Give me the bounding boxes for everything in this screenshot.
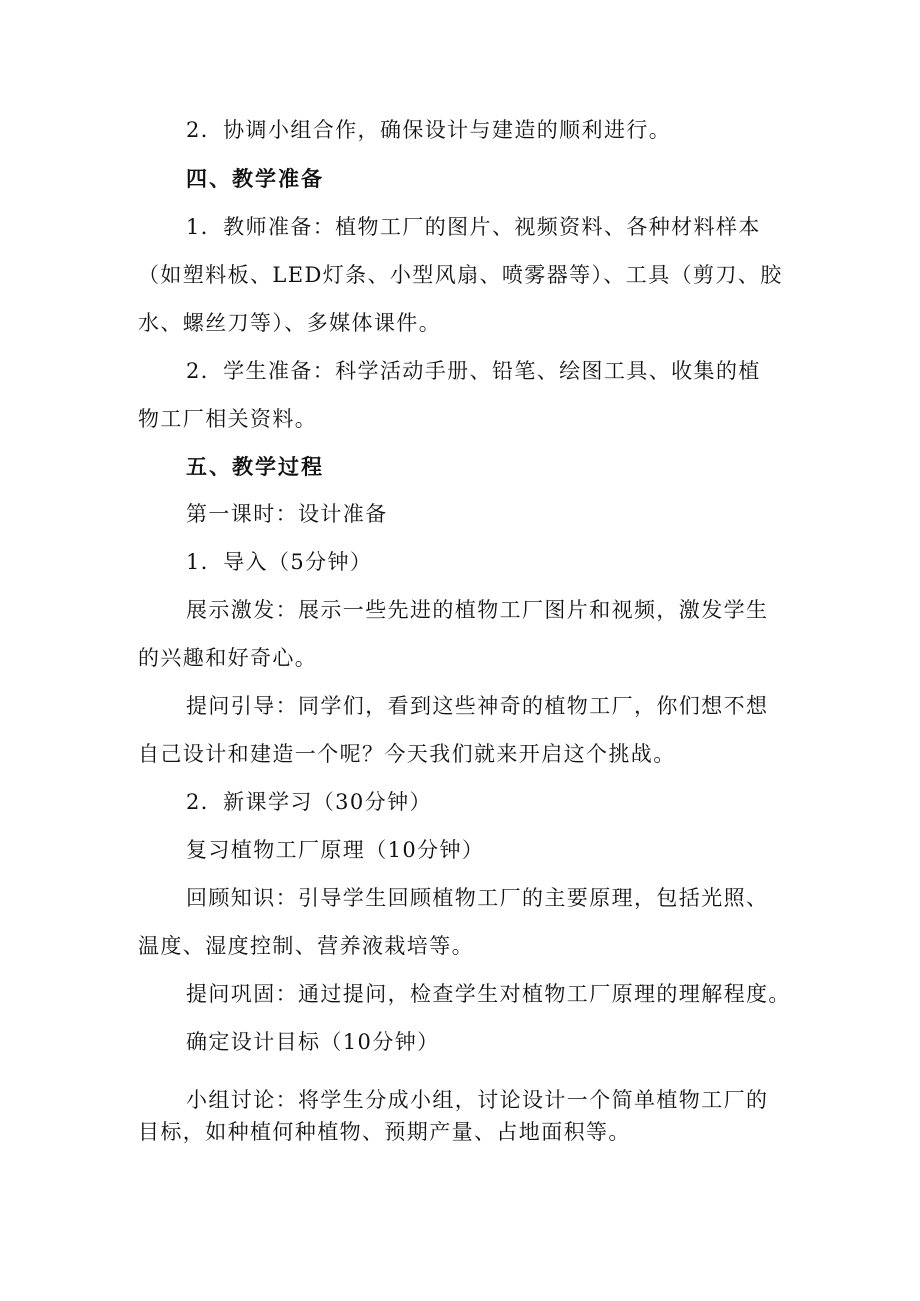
section-heading: 四、教学准备 [186,166,324,191]
paragraph-line: 目标，如种植何种植物、预期产量、占地面积等。 [138,1120,631,1144]
paragraph-line: 物工厂相关资料。 [138,407,318,431]
paragraph-line: 小组讨论：将学生分成小组，讨论设计一个简单植物工厂的 [186,1088,769,1112]
paragraph-line: 确定设计目标（10分钟） [186,1030,440,1054]
paragraph-line: 提问引导：同学们，看到这些神奇的植物工厂，你们想不想 [186,694,769,718]
paragraph-line: 水、螺丝刀等）、多媒体课件。 [138,311,442,335]
paragraph-line: （如塑料板、LED灯条、小型风扇、喷雾器等）、工具（剪刀、胶 [138,263,783,287]
paragraph-line: 的兴趣和好奇心。 [138,646,318,670]
paragraph-line: 回顾知识：引导学生回顾植物工厂的主要原理，包括光照、 [186,886,769,910]
paragraph-line: 2．新课学习（30分钟） [186,790,432,814]
paragraph-line: 2．协调小组合作，确保设计与建造的顺利进行。 [186,118,672,142]
paragraph-line: 2．学生准备：科学活动手册、铅笔、绘图工具、收集的植 [186,359,761,383]
paragraph-line: 复习植物工厂原理（10分钟） [186,838,485,862]
section-heading: 五、教学过程 [186,454,324,479]
paragraph-line: 温度、湿度控制、营养液栽培等。 [138,934,474,958]
paragraph-line: 1．教师准备：植物工厂的图片、视频资料、各种材料样本 [186,215,761,239]
paragraph-line: 自己设计和建造一个呢？今天我们就来开启这个挑战。 [138,742,676,766]
paragraph-line: 1．导入（5分钟） [186,550,373,574]
paragraph-line: 第一课时：设计准备 [186,502,388,526]
paragraph-line: 展示激发：展示一些先进的植物工厂图片和视频，激发学生 [186,598,769,622]
paragraph-line: 提问巩固：通过提问，检查学生对植物工厂原理的理解程度。 [186,982,791,1006]
